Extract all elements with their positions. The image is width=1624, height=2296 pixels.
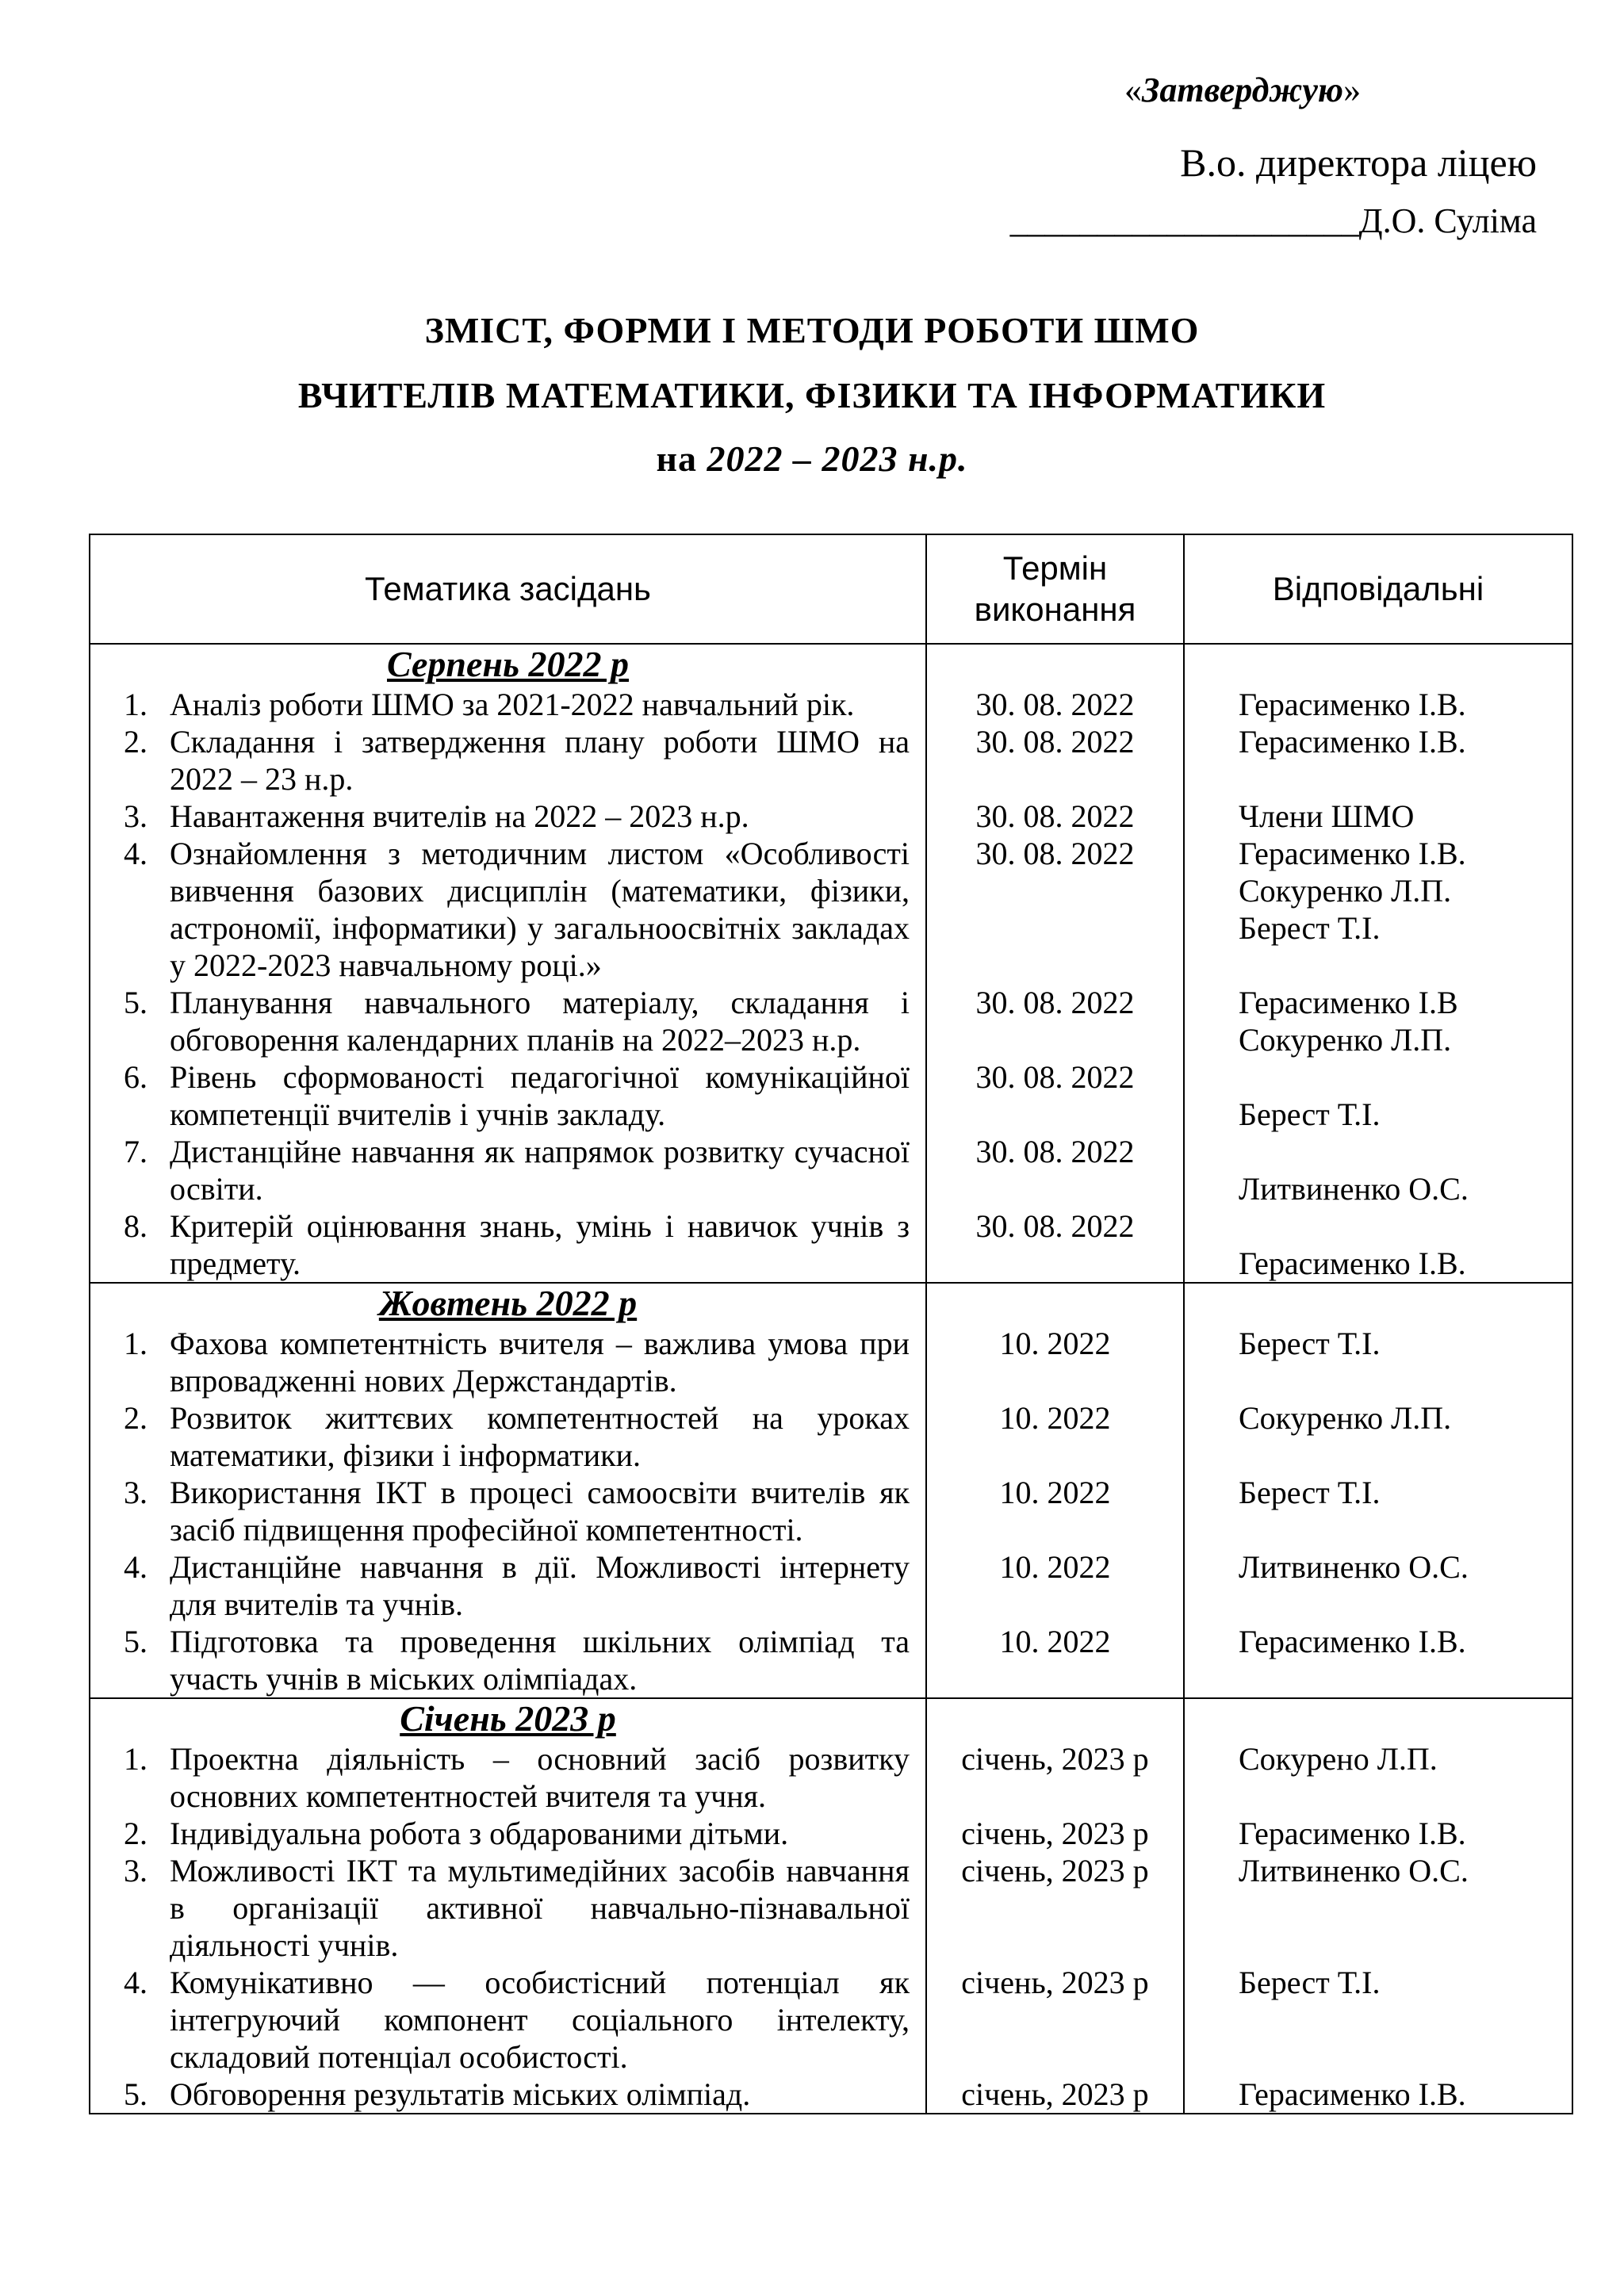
item-date: 30. 08. 2022 <box>975 1134 1135 1169</box>
item-responsible <box>1185 686 1572 723</box>
item-date: січень, 2023 р <box>961 2076 1149 2112</box>
section-row <box>90 1283 1572 1698</box>
header-responsible: Відповідальні <box>1184 534 1572 644</box>
responsible-cell <box>1184 1283 1572 1698</box>
item-text: Комунікативно — особистісний потенціал як інтегруючий компонент соціального інтелекту, складовий потенціал особистості. <box>170 1965 910 2075</box>
topics-cell <box>90 1698 926 2114</box>
item-responsible <box>1185 723 1572 798</box>
item-responsible <box>1185 1740 1572 1815</box>
item-text: Складання і затвердження плану роботи ШМО на 2022 – 23 н.р. <box>170 724 910 797</box>
director-name: Д.О. Суліма <box>1358 201 1537 240</box>
item-number: 5. <box>124 2076 147 2112</box>
list-item <box>90 723 925 798</box>
list-item <box>90 686 925 723</box>
item-number: 8. <box>124 1208 147 1244</box>
item-date: 10. 2022 <box>999 1624 1111 1659</box>
item-date: 30. 08. 2022 <box>975 687 1135 722</box>
item-responsible <box>1185 1207 1572 1282</box>
responsible-cell <box>1184 1698 1572 2114</box>
responsible-person: Берест Т.І. <box>1239 1965 1381 2000</box>
list-item <box>90 1852 925 1964</box>
list-item <box>90 1399 925 1474</box>
item-text: Критерій оцінювання знань, умінь і навичок учнів з предмету. <box>170 1208 910 1281</box>
item-text: Фахова компетентність вчителя – важлива умова при впровадженні нових Держстандартів. <box>170 1326 910 1399</box>
responsible-person: Сокуренко Л.П. <box>1239 1022 1452 1058</box>
list-item <box>90 984 925 1058</box>
item-responsible <box>1185 1325 1572 1399</box>
document-title-line1: ЗМІСТ, ФОРМИ І МЕТОДИ РОБОТИ ШМО <box>424 310 1200 350</box>
list-item <box>90 798 925 835</box>
responsible-person: Герасименко І.В. <box>1239 1816 1466 1851</box>
item-responsible <box>1185 1852 1572 1964</box>
item-responsible <box>1185 798 1572 835</box>
responsible-person: Герасименко І.В. <box>1239 724 1466 760</box>
responsible-person: Берест Т.І. <box>1239 1475 1381 1510</box>
item-responsible <box>1185 1058 1572 1133</box>
item-date: 10. 2022 <box>999 1549 1111 1585</box>
item-date: січень, 2023 р <box>961 1816 1149 1851</box>
dates-cell <box>926 1283 1184 1698</box>
responsible-person <box>1185 1058 1572 1096</box>
responsible-person: Члени ШМО <box>1239 798 1415 834</box>
item-text: Дистанційне навчання як напрямок розвитку сучасної освіти. <box>170 1134 910 1207</box>
item-date: 10. 2022 <box>999 1400 1111 1436</box>
item-responsible <box>1185 2076 1572 2113</box>
month-heading: Жовтень 2022 р <box>378 1283 638 1323</box>
approval-signature <box>1010 201 1537 241</box>
item-date: січень, 2023 р <box>961 1965 1149 2000</box>
responsible-person: Герасименко І.В. <box>1239 1246 1466 1281</box>
month-heading: Січень 2023 р <box>400 1698 616 1739</box>
header-topic: Тематика засідань <box>90 534 926 644</box>
item-text: Планування навчального матеріалу, складання і обговорення календарних планів на 2022–2023 н.р. <box>170 985 910 1058</box>
item-number: 2. <box>124 1400 147 1436</box>
item-number: 7. <box>124 1134 147 1169</box>
section-row <box>90 644 1572 1283</box>
item-text: Обговорення результатів міських олімпіад. <box>170 2076 751 2112</box>
item-responsible <box>1185 1474 1572 1548</box>
item-number: 6. <box>124 1059 147 1095</box>
item-date: січень, 2023 р <box>961 1853 1149 1888</box>
item-text: Рівень сформованості педагогічної комунікаційної компетенції вчителів і учнів закладу. <box>170 1059 910 1132</box>
month-heading: Серпень 2022 р <box>387 644 629 684</box>
item-text: Проектна діяльність – основний засіб розвитку основних компетентностей вчителя та учня. <box>170 1741 910 1814</box>
item-number: 2. <box>124 724 147 760</box>
list-item <box>90 1548 925 1623</box>
item-responsible <box>1185 1623 1572 1697</box>
responsible-person: Литвиненко О.С. <box>1239 1549 1469 1585</box>
responsible-person <box>1185 1207 1572 1245</box>
responsible-person <box>1185 1133 1572 1170</box>
list-item <box>90 1623 925 1697</box>
approval-label: «Затверджую» <box>1124 71 1362 109</box>
responsible-person: Берест Т.І. <box>1239 910 1381 946</box>
item-text: Індивідуальна робота з обдарованими дітьми. <box>170 1816 789 1851</box>
responsible-person: Литвиненко О.С. <box>1239 1853 1469 1888</box>
list-item <box>90 1964 925 2076</box>
list-item <box>90 1325 925 1399</box>
list-item <box>90 1133 925 1207</box>
responsible-person: Сокурено Л.П. <box>1239 1741 1438 1777</box>
item-responsible <box>1185 1133 1572 1207</box>
topics-cell <box>90 644 926 1283</box>
item-responsible <box>1185 984 1572 1058</box>
responsible-person: Берест Т.І. <box>1239 1326 1381 1361</box>
document-title-line2: ВЧИТЕЛІВ МАТЕМАТИКИ, ФІЗИКИ ТА ІНФОРМАТИКИ <box>297 375 1327 415</box>
list-item <box>90 2076 925 2113</box>
item-number: 1. <box>124 1741 147 1777</box>
item-number: 4. <box>124 836 147 871</box>
item-date: 10. 2022 <box>999 1326 1111 1361</box>
item-text: Підготовка та проведення шкільних олімпіад та участь учнів в міських олімпіадах. <box>170 1624 910 1697</box>
item-date: 30. 08. 2022 <box>975 985 1135 1020</box>
item-responsible <box>1185 1548 1572 1623</box>
dates-cell <box>926 1698 1184 2114</box>
item-number: 3. <box>124 798 147 834</box>
item-number: 1. <box>124 1326 147 1361</box>
list-item <box>90 1474 925 1548</box>
item-number: 1. <box>124 687 147 722</box>
responsible-cell <box>1184 644 1572 1283</box>
item-number: 4. <box>124 1549 147 1585</box>
responsible-person: Герасименко І.В <box>1239 985 1458 1020</box>
header-term: Термін виконання <box>926 534 1184 644</box>
responsible-person: Герасименко І.В. <box>1239 2076 1466 2112</box>
item-responsible <box>1185 1815 1572 1852</box>
item-date: 30. 08. 2022 <box>975 836 1135 871</box>
item-text: Можливості ІКТ та мультимедійних засобів навчання в організації активної навчально-пізнавальної діяльності учнів. <box>170 1853 910 1963</box>
responsible-person: Герасименко І.В. <box>1239 1624 1466 1659</box>
item-text: Навантаження вчителів на 2022 – 2023 н.р. <box>170 798 749 834</box>
list-item <box>90 1058 925 1133</box>
item-number: 5. <box>124 985 147 1020</box>
item-date: 30. 08. 2022 <box>975 724 1135 760</box>
item-date: 30. 08. 2022 <box>975 1059 1135 1095</box>
item-date: 30. 08. 2022 <box>975 1208 1135 1244</box>
item-date: 30. 08. 2022 <box>975 798 1135 834</box>
item-text: Аналіз роботи ШМО за 2021-2022 навчальний рік. <box>170 687 855 722</box>
item-text: Дистанційне навчання в дії. Можливості інтернету для вчителів та учнів. <box>170 1549 910 1622</box>
responsible-person: Сокуренко Л.П. <box>1239 1400 1452 1436</box>
list-item <box>90 1740 925 1815</box>
list-item <box>90 1207 925 1282</box>
list-item <box>90 1815 925 1852</box>
topics-cell <box>90 1283 926 1698</box>
item-text: Ознайомлення з методичним листом «Особливості вивчення базових дисциплін (математики, фізики, астрономії, інформатики) у загальноосвітніх закладах у 2022-2023 навчальному році.» <box>170 836 910 983</box>
responsible-person: Герасименко І.В. <box>1239 836 1466 871</box>
dates-cell <box>926 644 1184 1283</box>
item-text: Розвиток життєвих компетентностей на уроках математики, фізики і інформатики. <box>170 1400 910 1473</box>
item-date: 10. 2022 <box>999 1475 1111 1510</box>
item-number: 5. <box>124 1624 147 1659</box>
item-text: Використання ІКТ в процесі самоосвіти вчителів як засіб підвищення професійної компетентності. <box>170 1475 910 1548</box>
item-responsible <box>1185 835 1572 984</box>
item-number: 2. <box>124 1816 147 1851</box>
signature-line: ____________________ <box>1009 201 1359 240</box>
responsible-person: Берест Т.І. <box>1239 1096 1381 1132</box>
list-item <box>90 835 925 984</box>
item-date: січень, 2023 р <box>961 1741 1149 1777</box>
item-number: 3. <box>124 1853 147 1888</box>
item-number: 3. <box>124 1475 147 1510</box>
item-responsible <box>1185 1964 1572 2076</box>
section-row <box>90 1698 1572 2114</box>
document-title-line3: на 2022 – 2023 н.р. <box>656 438 968 479</box>
responsible-person: Литвиненко О.С. <box>1239 1171 1469 1207</box>
item-responsible <box>1185 1399 1572 1474</box>
approval-role: В.о. директора ліцею <box>1180 140 1537 185</box>
responsible-person: Сокуренко Л.П. <box>1239 873 1452 909</box>
plan-table <box>89 534 1573 2114</box>
responsible-person: Герасименко І.В. <box>1239 687 1466 722</box>
item-number: 4. <box>124 1965 147 2000</box>
